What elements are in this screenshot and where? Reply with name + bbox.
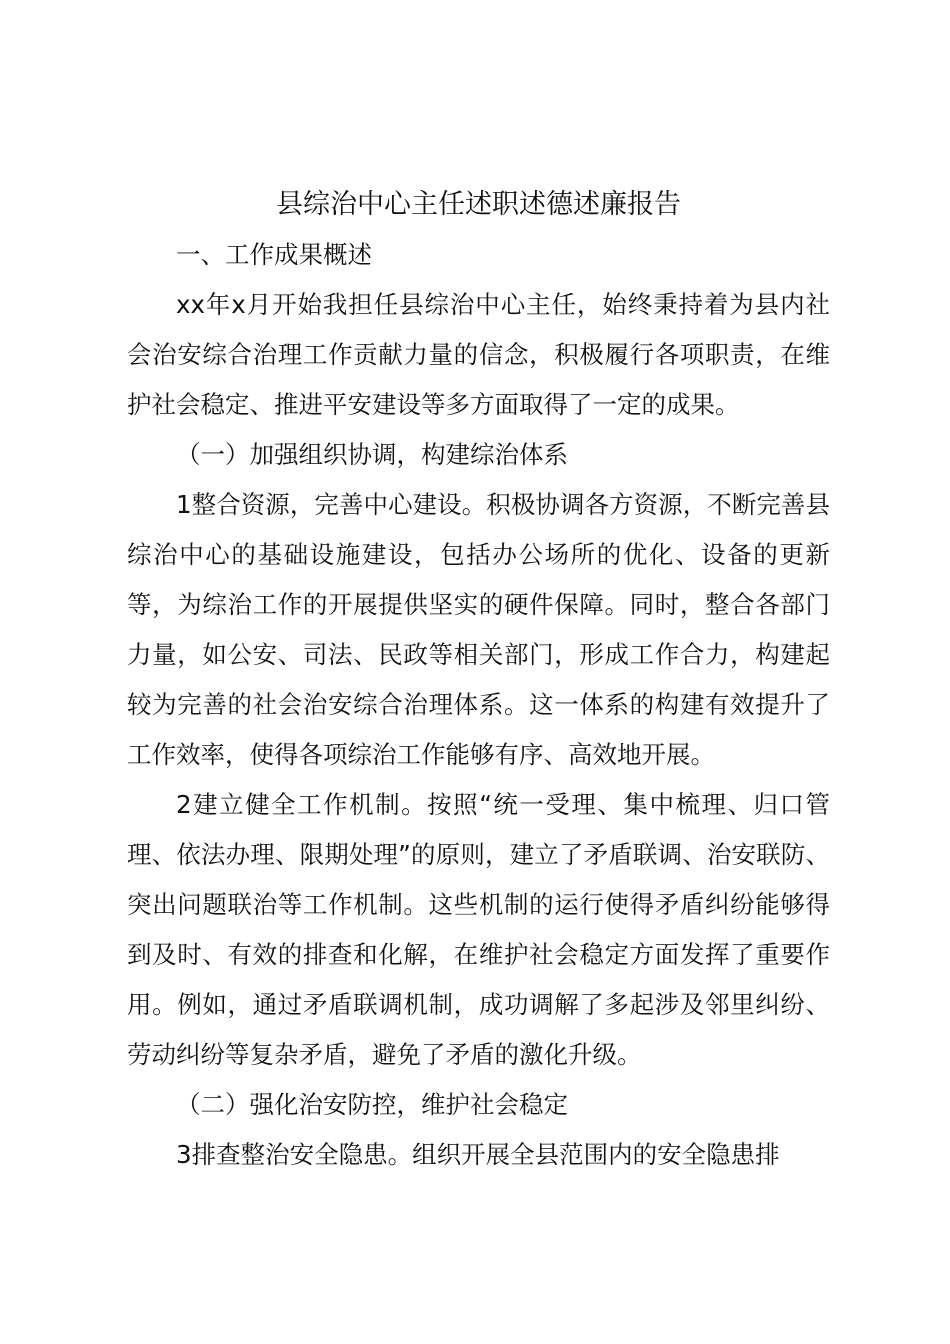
paragraph: 3排查整治安全隐患。组织开展全县范围内的安全隐患排 [176, 1140, 780, 1169]
subsection-heading: （一）加强组织协调，构建综治体系 [176, 440, 568, 469]
paragraph: 2建立健全工作机制。按照“统一受理、集中梳理、归口管理、依法办理、限期处理”的原则，建立了矛盾联调、治安联防、突出问题联治等工作机制。这些机制的运行使得矛盾纠纷能够得到及时、有效的排查和化解，在维护社会稳定方面发挥了重要作用。例如，通过矛盾联调机制，成功调解了多起涉及邻里纠纷、劳动纠纷等复杂矛盾，避免了矛盾的激化升级。 [127, 790, 830, 1069]
paragraph: xx年x月开始我担任县综治中心主任，始终秉持着为县内社会治安综合治理工作贡献力量的信念，积极履行各项职责，在维护社会稳定、推进平安建设等多方面取得了一定的成果。 [127, 290, 830, 419]
document-body [127, 180, 830, 1180]
document-title: 县综治中心主任述职述德述廉报告 [276, 189, 681, 220]
paragraph: 1整合资源，完善中心建设。积极协调各方资源，不断完善县综治中心的基础设施建设，包括办公场所的优化、设备的更新等，为综治工作的开展提供坚实的硬件保障。同时，整合各部门力量，如公安、司法、民政等相关部门，形成工作合力，构建起较为完善的社会治安综合治理体系。这一体系的构建有效提升了工作效率，使得各项综治工作能够有序、高效地开展。 [127, 490, 830, 769]
section-heading: 一、工作成果概述 [176, 240, 372, 269]
subsection-heading: （二）强化治安防控，维护社会稳定 [176, 1090, 568, 1119]
